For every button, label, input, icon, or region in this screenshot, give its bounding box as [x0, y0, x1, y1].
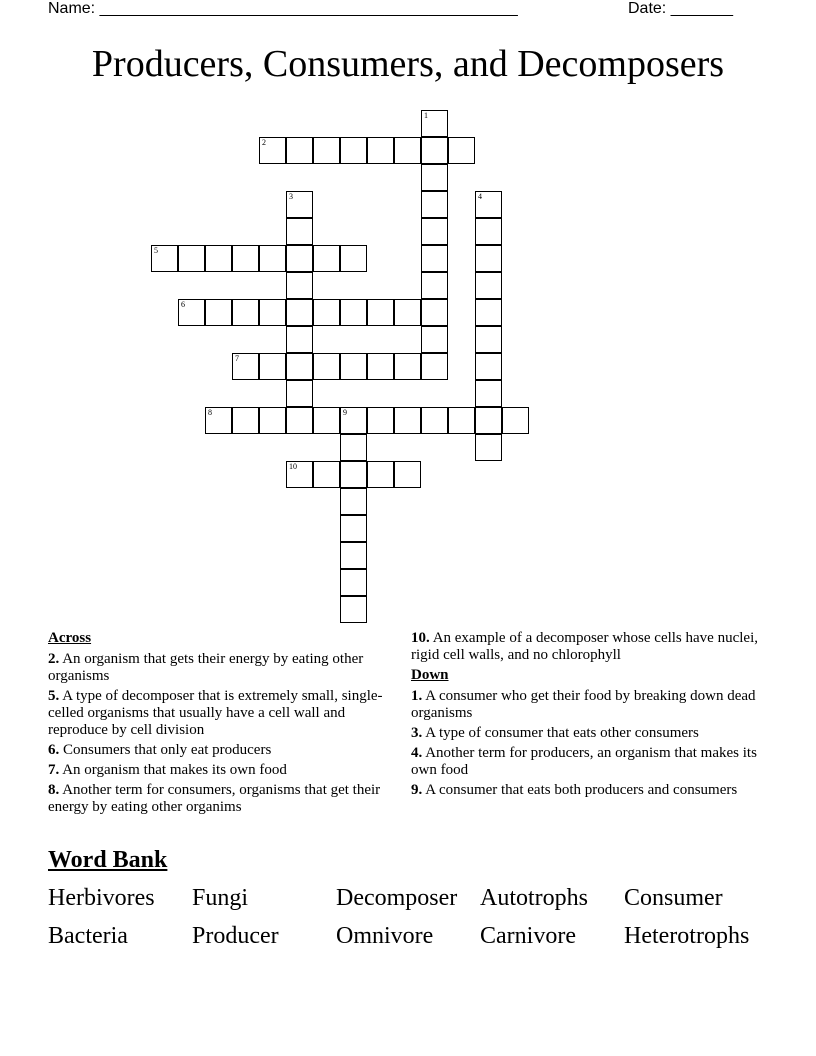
clue-number: 6.: [48, 742, 60, 758]
crossword-cell[interactable]: [313, 461, 340, 488]
crossword-cell[interactable]: [475, 299, 502, 326]
crossword-cell[interactable]: [259, 299, 286, 326]
clue-number: 7.: [48, 762, 60, 778]
across-heading: Across: [48, 630, 92, 646]
crossword-cell[interactable]: [286, 299, 313, 326]
crossword-cell[interactable]: [259, 407, 286, 434]
crossword-cell[interactable]: [259, 245, 286, 272]
cell-number: 5: [154, 246, 158, 255]
page-title: Producers, Consumers, and Decomposers: [91, 43, 725, 85]
crossword-cell[interactable]: [286, 407, 313, 434]
crossword-cell[interactable]: [475, 218, 502, 245]
clue-down-9: [411, 782, 771, 799]
clue-across-7: [48, 762, 408, 779]
crossword-cell[interactable]: [340, 542, 367, 569]
clue-text: An example of a decomposer whose cells have nuclei, rigid cell walls, and no chlorophyll: [411, 630, 758, 663]
crossword-cell[interactable]: [367, 299, 394, 326]
crossword-cell[interactable]: [367, 407, 394, 434]
crossword-cell[interactable]: [232, 407, 259, 434]
crossword-cell[interactable]: [421, 407, 448, 434]
crossword-cell[interactable]: [421, 164, 448, 191]
cell-number: 3: [289, 192, 293, 201]
clues-right-column: [411, 630, 771, 802]
word-bank-title: Word Bank: [48, 847, 168, 873]
cell-number: 10: [289, 462, 297, 471]
crossword-cell[interactable]: [421, 137, 448, 164]
clue-number: 5.: [48, 688, 60, 704]
down-heading: Down: [411, 667, 449, 683]
crossword-cell[interactable]: [448, 137, 475, 164]
crossword-cell[interactable]: [340, 137, 367, 164]
crossword-cell[interactable]: [421, 272, 448, 299]
crossword-cell[interactable]: [394, 137, 421, 164]
word-bank-word: Consumer: [624, 885, 723, 911]
clue-number: 8.: [48, 782, 60, 798]
crossword-cell[interactable]: [475, 380, 502, 407]
crossword-cell[interactable]: [367, 461, 394, 488]
crossword-cell[interactable]: [286, 272, 313, 299]
word-bank-word: Omnivore: [336, 923, 434, 949]
clue-number: 2.: [48, 651, 60, 667]
clue-number: 10.: [411, 630, 430, 646]
crossword-cell[interactable]: [340, 353, 367, 380]
clue-text: A consumer who get their food by breaking down dead organisms: [411, 688, 756, 721]
cell-number: 9: [343, 408, 347, 417]
word-bank-word: Heterotrophs: [624, 923, 750, 949]
crossword-cell[interactable]: [340, 569, 367, 596]
crossword-cell[interactable]: [475, 272, 502, 299]
crossword-cell[interactable]: [475, 245, 502, 272]
word-bank-word: Decomposer: [336, 885, 458, 911]
crossword-cell[interactable]: [421, 326, 448, 353]
crossword-cell[interactable]: [421, 218, 448, 245]
crossword-cell[interactable]: [421, 110, 448, 137]
crossword-cell[interactable]: [205, 407, 232, 434]
crossword-cell[interactable]: [475, 407, 502, 434]
crossword-cell[interactable]: [394, 407, 421, 434]
crossword-cell[interactable]: [151, 245, 178, 272]
cell-number: 7: [235, 354, 239, 363]
word-bank-word: Herbivores: [48, 885, 155, 911]
crossword-cell[interactable]: [313, 245, 340, 272]
crossword-cell[interactable]: [286, 218, 313, 245]
clue-down-3: [411, 725, 771, 742]
clue-across-8: [48, 782, 408, 816]
crossword-cell[interactable]: [286, 245, 313, 272]
crossword-cell[interactable]: [394, 353, 421, 380]
crossword-cell[interactable]: [205, 245, 232, 272]
crossword-cell[interactable]: [394, 461, 421, 488]
clue-down-1: [411, 688, 771, 722]
clue-text: An organism that makes its own food: [62, 762, 287, 778]
clue-text: A type of decomposer that is extremely small, single-celled organisms that usually have a cell wall and reproduce by cell division: [48, 688, 383, 738]
crossword-cell[interactable]: [313, 407, 340, 434]
crossword-cell[interactable]: [340, 434, 367, 461]
crossword-cell[interactable]: [421, 245, 448, 272]
cell-number: 4: [478, 192, 482, 201]
crossword-cell[interactable]: [232, 353, 259, 380]
clue-across-2: [48, 651, 408, 685]
crossword-cell[interactable]: [232, 299, 259, 326]
crossword-cell[interactable]: [286, 353, 313, 380]
clue-text: Consumers that only eat producers: [63, 742, 272, 758]
clue-text: A type of consumer that eats other consumers: [425, 725, 699, 741]
crossword-cell[interactable]: [340, 461, 367, 488]
crossword-cell[interactable]: [340, 596, 367, 623]
crossword-cell[interactable]: [421, 191, 448, 218]
crossword-cell[interactable]: [340, 245, 367, 272]
crossword-cell[interactable]: [178, 245, 205, 272]
crossword-cell[interactable]: [286, 380, 313, 407]
crossword-cell[interactable]: [340, 488, 367, 515]
clue-text: Another term for consumers, organisms that get their energy by eating other organims: [48, 782, 381, 815]
crossword-cell[interactable]: [205, 299, 232, 326]
word-bank-word: Producer: [192, 923, 279, 949]
crossword-cell[interactable]: [340, 299, 367, 326]
clue-number: 3.: [411, 725, 423, 741]
name-field-label[interactable]: Name: _______________________________________________: [48, 0, 518, 17]
crossword-cell[interactable]: [367, 353, 394, 380]
crossword-cell[interactable]: [340, 515, 367, 542]
crossword-cell[interactable]: [421, 299, 448, 326]
crossword-cell[interactable]: [286, 191, 313, 218]
crossword-cell[interactable]: [394, 299, 421, 326]
clue-text: A consumer that eats both producers and consumers: [425, 782, 738, 798]
cell-number: 6: [181, 300, 185, 309]
crossword-cell[interactable]: [475, 191, 502, 218]
clue-across-6: [48, 742, 408, 759]
cell-number: 2: [262, 138, 266, 147]
word-bank-word: Autotrophs: [480, 885, 588, 911]
clues-left-column: [48, 630, 408, 819]
crossword-cell[interactable]: [313, 137, 340, 164]
crossword-cell[interactable]: [502, 407, 529, 434]
cell-number: 1: [424, 111, 428, 120]
crossword-cell[interactable]: [286, 326, 313, 353]
word-bank-word: Bacteria: [48, 923, 128, 949]
clue-text: Another term for producers, an organism that makes its own food: [411, 745, 757, 778]
clue-number: 9.: [411, 782, 423, 798]
clue-across-5: [48, 688, 408, 739]
crossword-cell[interactable]: [340, 407, 367, 434]
crossword-cell[interactable]: [448, 407, 475, 434]
clue-text: An organism that gets their energy by eating other organisms: [48, 651, 364, 684]
crossword-cell[interactable]: [286, 461, 313, 488]
word-bank-row: [48, 883, 808, 913]
crossword-cell[interactable]: [286, 137, 313, 164]
cell-number: 8: [208, 408, 212, 417]
crossword-cell[interactable]: [259, 353, 286, 380]
word-bank-row: [48, 921, 808, 951]
date-field-label[interactable]: Date: _______: [628, 0, 733, 17]
crossword-cell[interactable]: [367, 137, 394, 164]
clue-number: 4.: [411, 745, 423, 761]
crossword-cell[interactable]: [259, 137, 286, 164]
crossword-cell[interactable]: [313, 353, 340, 380]
clue-down-4: [411, 745, 771, 779]
crossword-cell[interactable]: [313, 299, 340, 326]
crossword-cell[interactable]: [475, 434, 502, 461]
crossword-cell[interactable]: [178, 299, 205, 326]
crossword-cell[interactable]: [232, 245, 259, 272]
clue-across-10: [411, 630, 771, 664]
clue-number: 1.: [411, 688, 423, 704]
crossword-cell[interactable]: [475, 326, 502, 353]
crossword-cell[interactable]: [475, 353, 502, 380]
word-bank-word: Carnivore: [480, 923, 576, 949]
crossword-cell[interactable]: [421, 353, 448, 380]
word-bank-word: Fungi: [192, 885, 249, 911]
